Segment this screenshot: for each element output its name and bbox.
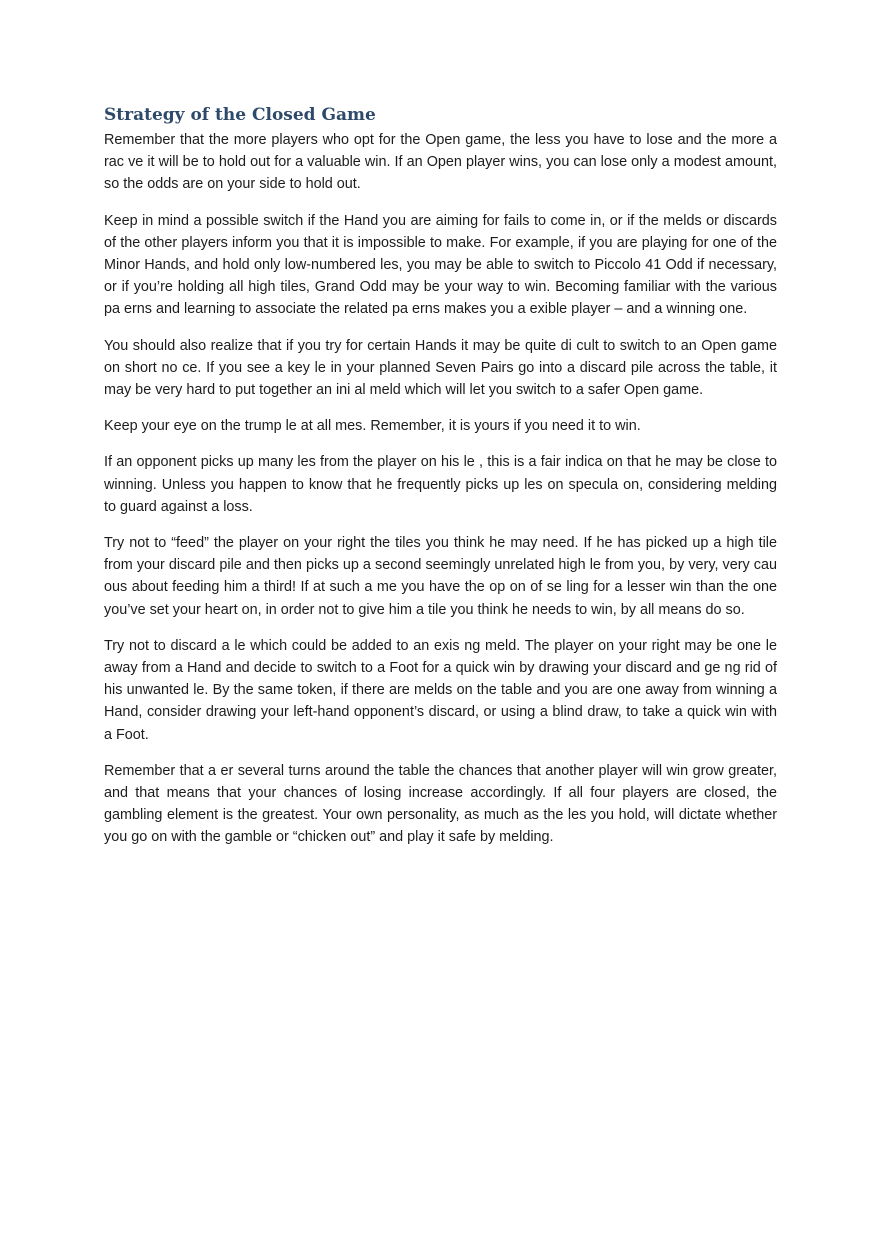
section-heading: Strategy of the Closed Game [104,105,376,125]
paragraph-opponent-picks: If an opponent picks up many les from the player on his le , this is a fair indica on that he may be close to winning. Unless you happen to know that he frequently picks up les on specula on, considering melding to guard against a loss. [104,454,777,515]
paragraph-gamble: Remember that a er several turns around the table the chances that another player will win grow greater, and that means that your chances of losing increase accordingly. If all four players are closed, the gambling element is the greatest. Your own personality, as much as the les you hold, will dictate whether you go on with the gamble or “chicken out” and play it safe by melding. [104,762,777,846]
paragraph-possible-switch: Keep in mind a possible switch if the Hand you are aiming for fails to come in, or if the melds or discards of the other players inform you that it is impossible to make. For example, if you are playing for one of the Minor Hands, and hold only low-numbered les, you may be able to switch to Piccolo 41 Odd if necessary, or if you’re holding all high tiles, Grand Odd may be your way to win. Becoming familiar with the various pa erns and learning to associate the related pa erns makes you a exible player – and a winning one. [104,212,777,318]
paragraph-open-game-odds: Remember that the more players who opt for the Open game, the less you have to lose and the more a rac ve it will be to hold out for a valuable win. If an Open player wins, you can lose only a modest amount, so the odds are on your side to hold out. [104,132,777,193]
paragraph-difficult-switch: You should also realize that if you try for certain Hands it may be quite di cult to switch to an Open game on short no ce. If you see a key le in your planned Seven Pairs go into a discard pile across the table, it may be very hard to put together an ini al meld which will let you switch to a safer Open game. [104,337,777,399]
paragraph-existing-meld: Try not to discard a le which could be added to an exis ng meld. The player on your right may be one le away from a Hand and decide to switch to a Foot for a quick win by drawing your discard and ge ng rid of his unwanted le. By the same token, if there are melds on the table and you are one away from winning a Hand, consider drawing your left-hand opponent’s discard, or using a blind draw, to take a quick win with a Foot. [104,637,777,743]
paragraph-trump-tile: Keep your eye on the trump le at all mes. Remember, it is yours if you need it to win. [104,418,641,435]
paragraph-do-not-feed: Try not to “feed” the player on your right the tiles you think he may need. If he has picked up a high tile from your discard pile and then picks up a second seemingly unrelated high le from you, by very, very cau ous about feeding him a third! If at such a me you have the op on of se ling for a lesser win than the one you’ve set your heart on, in order not to give him a tile you think he needs to win, by all means do so. [104,535,777,618]
document-page [104,104,777,863]
